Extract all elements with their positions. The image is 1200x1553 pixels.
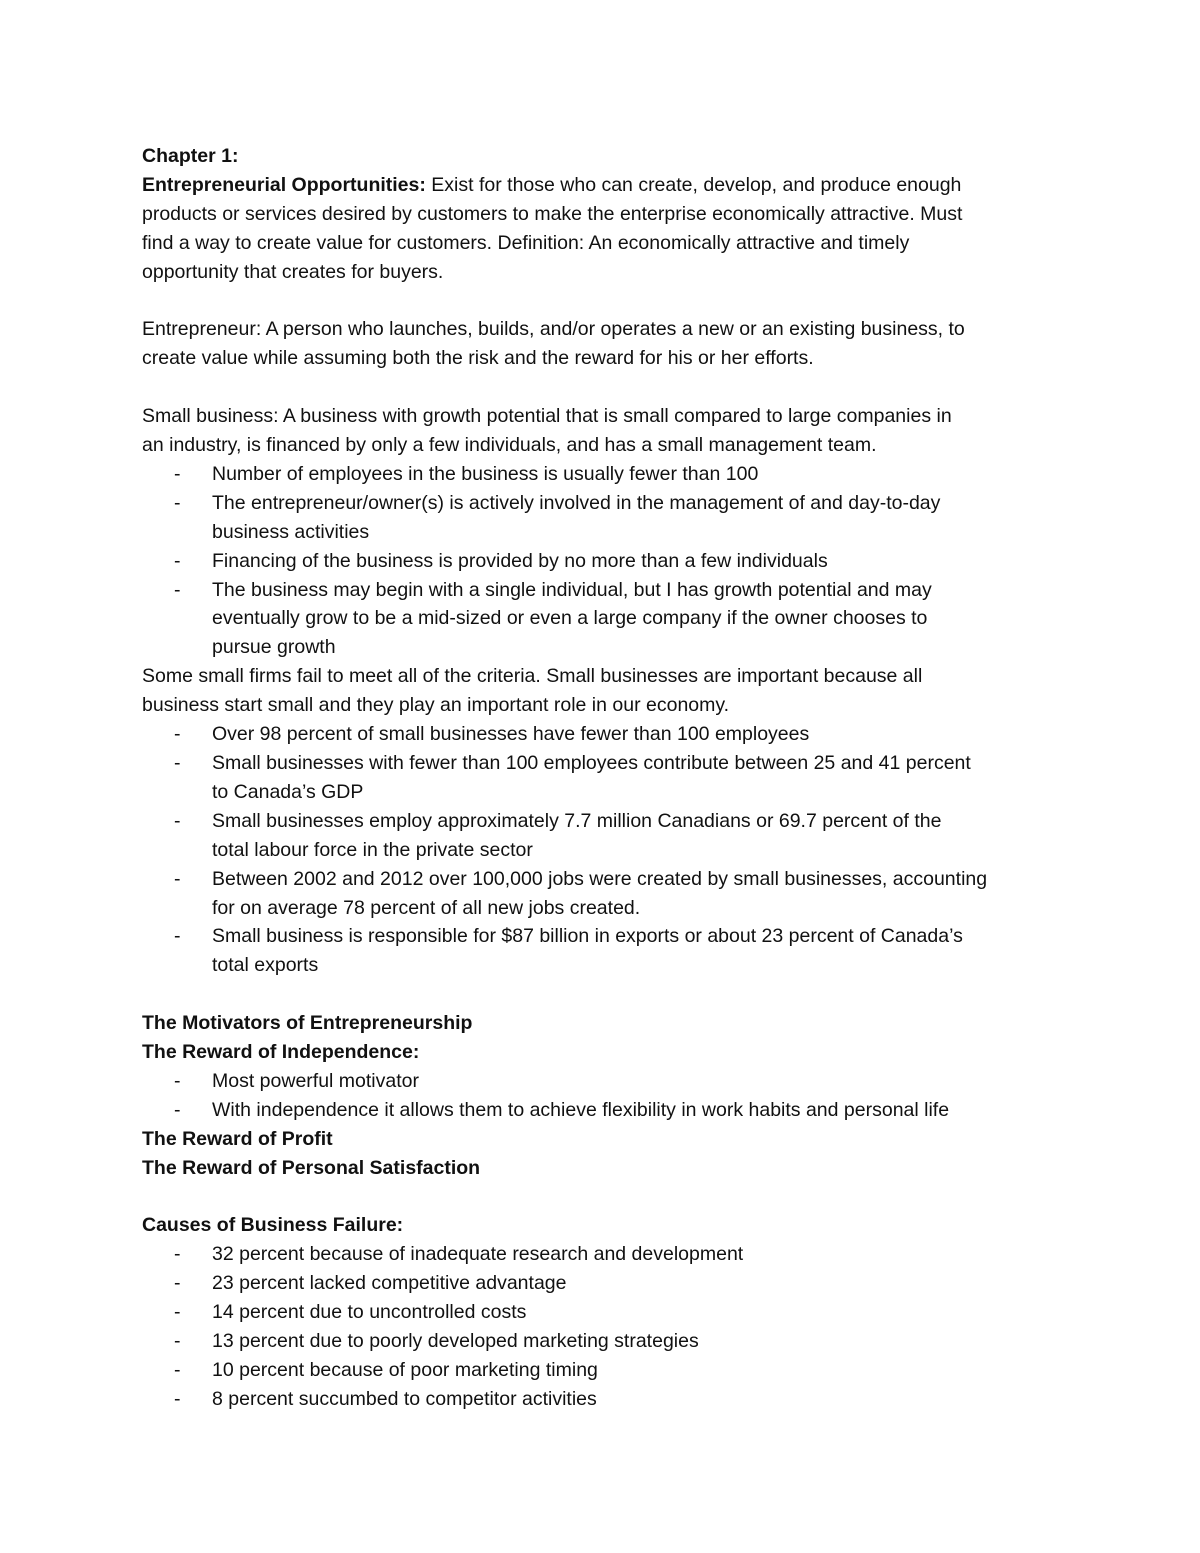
list-item [142,865,1072,923]
opportunities-line-2: products or services desired by customers to make the enterprise economically attractive. Must [142,202,963,225]
list-item-line: 8 percent succumbed to competitor activities [212,1387,597,1410]
list-item [142,460,1072,489]
list-item-line: With independence it allows them to achieve flexibility in work habits and personal life [212,1098,950,1121]
list-item-line: 32 percent because of inadequate research and development [212,1243,744,1266]
list-item-line: 10 percent because of poor marketing timing [212,1359,598,1381]
entrepreneur-line-1: Entrepreneur: A person who launches, builds, and/or operates a new or an existing business, to [142,318,965,341]
dash-bullet: - [174,1243,181,1266]
spacer [142,373,1072,402]
list-item-line: Small businesses with fewer than 100 employees contribute between 25 and 41 percent [212,752,971,774]
independence-title: The Reward of Independence: [142,1041,420,1064]
dash-bullet: - [174,1098,181,1121]
dash-bullet: - [174,491,181,514]
satisfaction-title: The Reward of Personal Satisfaction [142,1156,481,1179]
list-item-line: eventually grow to be a mid-sized or even a large company if the owner chooses to [212,607,928,630]
list-item-line: 14 percent due to uncontrolled costs [212,1301,527,1324]
spacer [142,1183,1072,1212]
dash-bullet: - [174,1359,181,1381]
opportunities-text-1: Exist for those who can create, develop, and produce enough [431,173,962,196]
entrepreneur-line-2: create value while assuming both the risk and the reward for his or her efforts. [142,347,814,370]
dash-bullet: - [174,462,181,485]
list-item-line: Most powerful motivator [212,1069,419,1092]
list-item [142,1385,1072,1414]
dash-bullet: - [174,925,181,948]
list-item [142,1298,1072,1327]
dash-bullet: - [174,1301,181,1324]
failure-title: Causes of Business Failure: [142,1214,404,1237]
dash-bullet: - [174,549,181,572]
small-business-line-1: Small business: A business with growth potential that is small compared to large companies in [142,405,952,428]
list-item-line: 23 percent lacked competitive advantage [212,1272,567,1295]
list-item [142,1240,1072,1269]
list-item-line: Financing of the business is provided by no more than a few individuals [212,549,828,572]
dash-bullet: - [174,1387,181,1410]
opportunities-line-4: opportunity that creates for buyers. [142,260,444,283]
document-body [142,142,1072,1414]
small-business-line-2: an industry, is financed by only a few individuals, and has a small management team. [142,434,877,457]
list-item-line: Small businesses employ approximately 7.7 million Canadians or 69.7 percent of the [212,809,942,832]
dash-bullet: - [174,1272,181,1295]
dash-bullet: - [174,723,181,746]
opportunities-line-3: find a way to create value for customers. Definition: An economically attractive and timely [142,231,910,254]
list-item [142,576,1072,663]
dash-bullet: - [174,809,181,832]
independence-list [142,1067,1072,1125]
importance-line-2: business start small and they play an important role in our economy. [142,694,730,717]
list-item [142,720,1072,749]
list-item-line: Small business is responsible for $87 billion in exports or about 23 percent of Canada’s [212,925,963,948]
list-item [142,749,1072,807]
profit-title: The Reward of Profit [142,1127,333,1150]
dash-bullet: - [174,1069,181,1092]
spacer [142,980,1072,1009]
list-item-line: business activities [212,520,370,543]
small-business-paragraph [142,402,1072,460]
list-item [142,1067,1072,1096]
dash-bullet: - [174,1330,181,1353]
list-item [142,489,1072,547]
list-item-line: total exports [212,954,319,977]
list-item [142,1269,1072,1298]
spacer [142,287,1072,316]
list-item [142,807,1072,865]
entrepreneur-paragraph [142,315,1072,373]
dash-bullet: - [174,752,181,774]
list-item-line: pursue growth [212,636,336,659]
list-item [142,922,1072,980]
importance-paragraph [142,662,1072,720]
list-item-line: 13 percent due to poorly developed marketing strategies [212,1330,699,1353]
list-item [142,547,1072,576]
motivators-title: The Motivators of Entrepreneurship [142,1012,473,1035]
list-item-line: The entrepreneur/owner(s) is actively involved in the management of and day-to-day [212,491,941,514]
list-item [142,1327,1072,1356]
list-item-line: Over 98 percent of small businesses have fewer than 100 employees [212,723,810,746]
small-business-facts-list [142,720,1072,980]
opportunities-line-1 [142,171,1072,200]
importance-line-1: Some small firms fail to meet all of the criteria. Small businesses are important because all [142,665,923,688]
list-item-line: The business may begin with a single individual, but I has growth potential and may [212,578,932,601]
opportunities-paragraph [142,171,1072,287]
dash-bullet: - [174,867,181,890]
dash-bullet: - [174,578,181,601]
list-item-line: total labour force in the private sector [212,838,533,861]
list-item [142,1096,1072,1125]
list-item-line: for on average 78 percent of all new jobs created. [212,896,641,919]
chapter-title: Chapter 1: [142,145,239,167]
list-item-line: Number of employees in the business is usually fewer than 100 [212,462,759,485]
list-item-line: Between 2002 and 2012 over 100,000 jobs were created by small businesses, accounting [212,867,988,890]
opportunities-term: Entrepreneurial Opportunities: [142,173,426,196]
list-item [142,1356,1072,1385]
failure-causes-list [142,1240,1072,1413]
list-item-line: to Canada’s GDP [212,780,364,803]
small-business-criteria-list [142,460,1072,662]
